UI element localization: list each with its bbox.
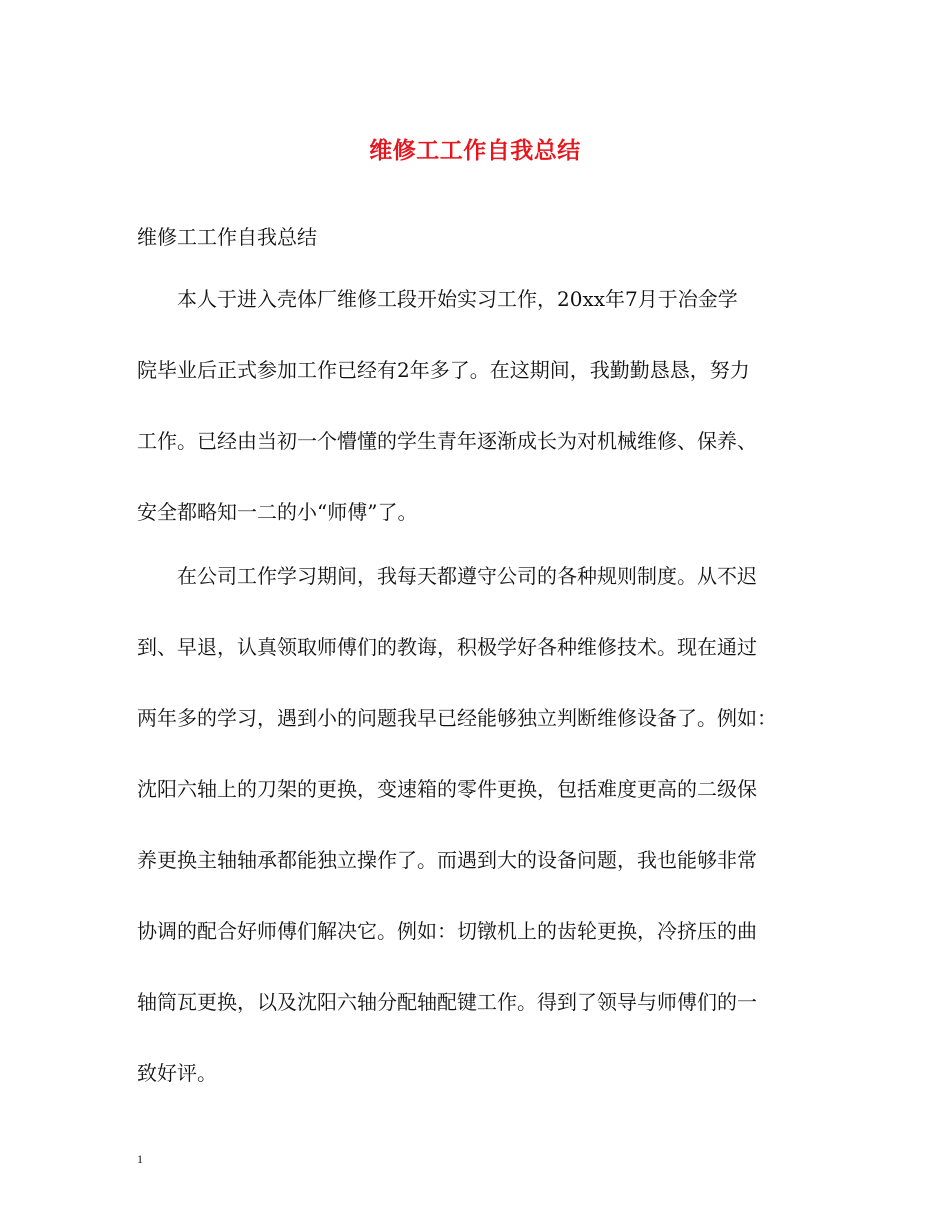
paragraph-line: 在公司工作学习期间，我每天都遵守公司的各种规则制度。从不迟	[137, 564, 757, 588]
paragraph-line: 工作。已经由当初一个懵懂的学生青年逐渐成长为对机械维修、保养、	[137, 429, 757, 453]
paragraph-line: 养更换主轴轴承都能独立操作了。而遇到大的设备问题，我也能够非常	[137, 848, 757, 872]
paragraph-line: 轴筒瓦更换，以及沈阳六轴分配轴配键工作。得到了领导与师傅们的一	[137, 990, 757, 1014]
page-number: 1	[137, 1152, 143, 1166]
paragraph-line: 本人于进入壳体厂维修工段开始实习工作，20xx年7月于冶金学	[137, 287, 738, 311]
paragraph-line: 致好评。	[137, 1061, 217, 1085]
document-subtitle: 维修工工作自我总结	[137, 225, 317, 249]
document-title: 维修工工作自我总结	[369, 137, 581, 164]
paragraph-line: 安全都略知一二的小“师傅”了。	[137, 500, 418, 524]
paragraph-line: 沈阳六轴上的刀架的更换，变速箱的零件更换，包括难度更高的二级保	[137, 777, 757, 801]
paragraph-line: 两年多的学习，遇到小的问题我早已经能够独立判断维修设备了。例如：	[137, 706, 777, 730]
paragraph-line: 院毕业后正式参加工作已经有2年多了。在这期间，我勤勤恳恳，努力	[137, 358, 750, 382]
paragraph-line: 协调的配合好师傅们解决它。例如：切镦机上的齿轮更换，冷挤压的曲	[137, 919, 757, 943]
paragraph-line: 到、早退，认真领取师傅们的教诲，积极学好各种维修技术。现在通过	[137, 635, 757, 659]
